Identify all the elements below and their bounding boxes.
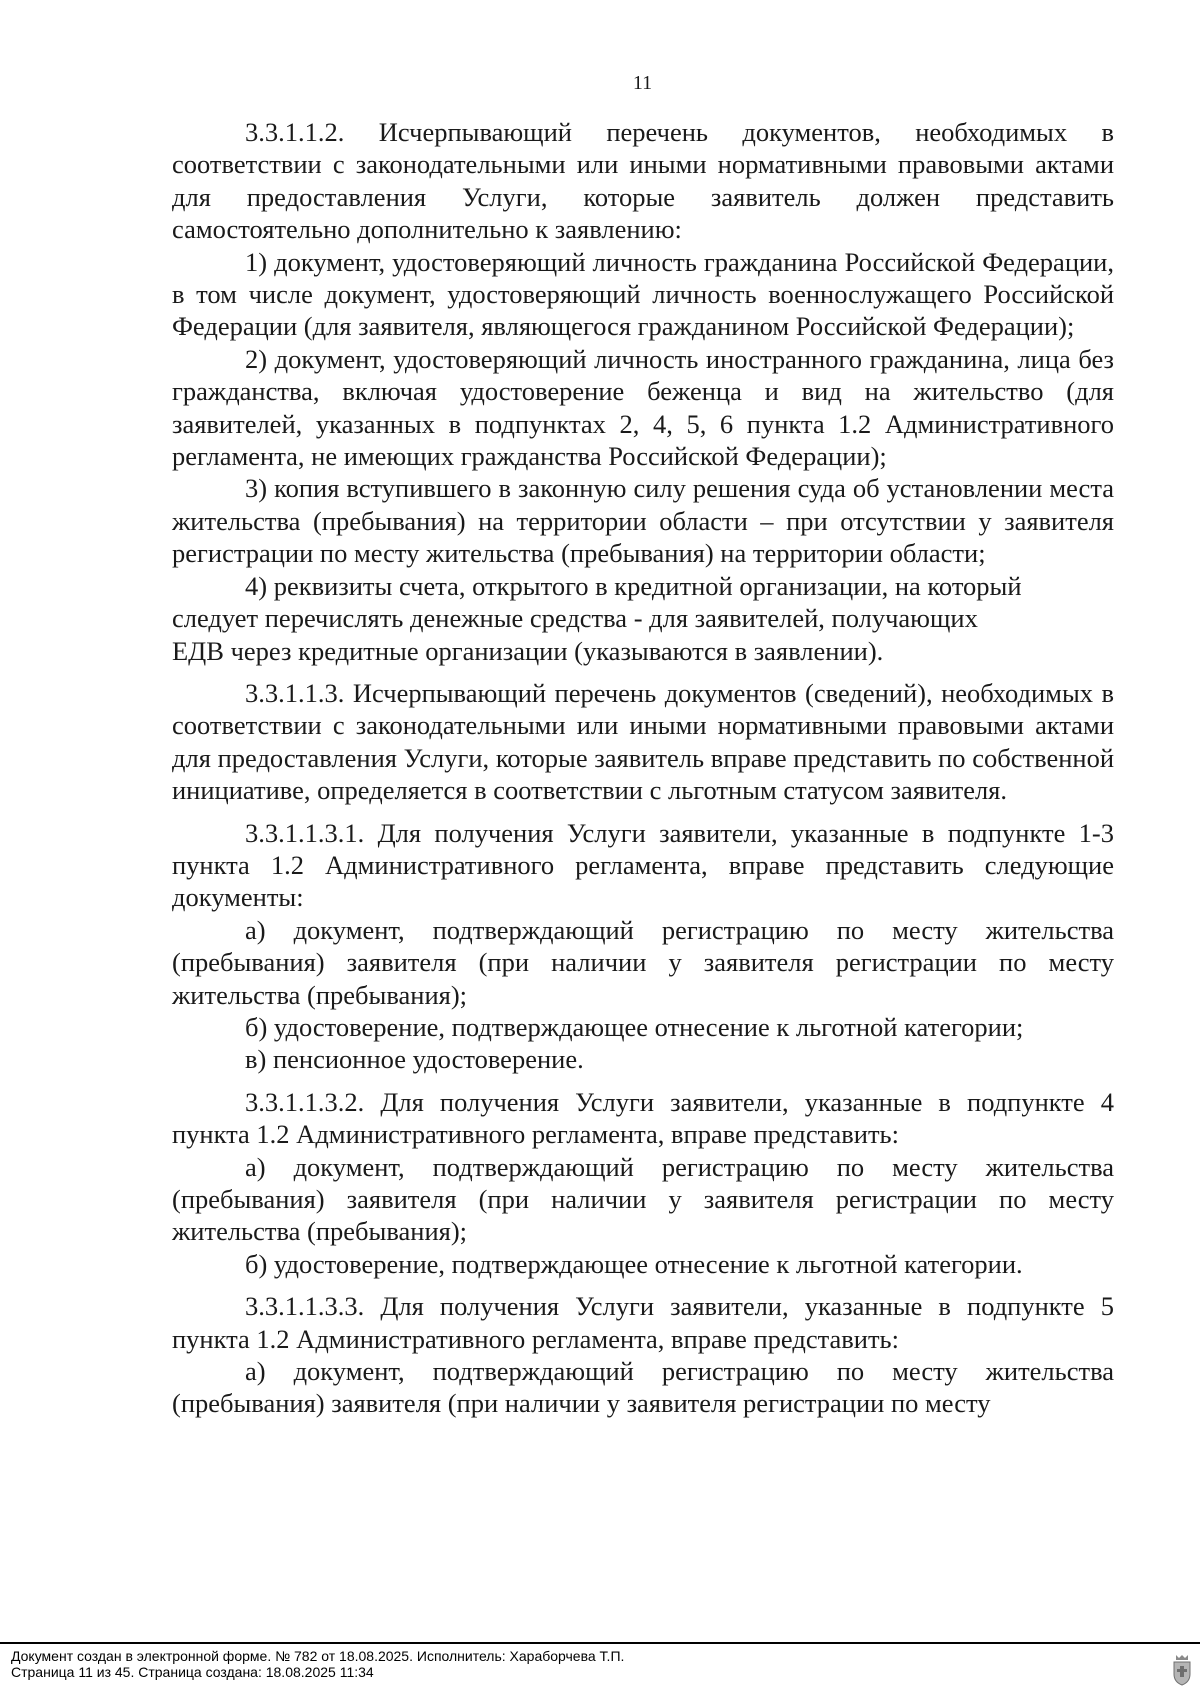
footer-text bbox=[11, 1649, 624, 1680]
paragraph-3-3-1-1-2: 3.3.1.1.2. Исчерпывающий перечень документов, необходимых в соответствии с законодательными или иными нормативными правовыми актами для предоставления Услуги, которые заявитель должен представить самостоятельно дополнительно к заявлению: bbox=[172, 117, 1114, 245]
paragraph-3-3-1-1-3: 3.3.1.1.3. Исчерпывающий перечень документов (сведений), необходимых в соответствии с законодательными или иными нормативными правовыми актами для предоставления Услуги, которые заявитель вправе представить по собственной инициативе, определяется в соответствии с льготным статусом заявителя. bbox=[172, 677, 1114, 806]
list-item-a: а) документ, подтверждающий регистрацию по месту жительства (пребывания) заявителя (при наличии у заявителя регистрации по месту bbox=[172, 1356, 1114, 1419]
coat-of-arms-icon bbox=[1172, 1654, 1192, 1686]
list-item-4: 4) реквизиты счета, открытого в кредитной организации, на который следует перечислять денежные средства - для заявителей, получающих bbox=[172, 570, 1022, 634]
page-number: 11 bbox=[632, 72, 653, 94]
list-item-1: 1) документ, удостоверяющий личность гражданина Российской Федерации, в том числе документ, удостоверяющий личность военнослужащего Российской Федерации (для заявителя, являющегося гражданином Российской Федерации); bbox=[172, 246, 1114, 342]
paragraph-3-3-1-1-3-3: 3.3.1.1.3.3. Для получения Услуги заявители, указанные в подпункте 5 пункта 1.2 Административного регламента, вправе представить: bbox=[172, 1291, 1114, 1354]
document-footer bbox=[0, 1642, 1200, 1680]
list-item-2: 2) документ, удостоверяющий личность иностранного гражданина, лица без гражданства, включая удостоверение беженца и вид на жительство (для заявителей, указанных в подпунктах 2, 4, 5, 6 пункта 1.2 Административного регламента, не имеющих гражданства Российской Федерации); bbox=[172, 343, 1114, 472]
list-item-b: б) удостоверение, подтверждающее отнесение к льготной категории. bbox=[245, 1248, 1023, 1279]
paragraph-3-3-1-1-3-1: 3.3.1.1.3.1. Для получения Услуги заявители, указанные в подпункте 1-3 пункта 1.2 Административного регламента, вправе представить следующие документы: bbox=[172, 817, 1114, 913]
document-body bbox=[172, 116, 1114, 1420]
list-item-b: б) удостоверение, подтверждающее отнесение к льготной категории; bbox=[245, 1011, 1024, 1042]
paragraph-3-3-1-1-3-2: 3.3.1.1.3.2. Для получения Услуги заявители, указанные в подпункте 4 пункта 1.2 Административного регламента, вправе представить: bbox=[172, 1086, 1114, 1150]
footer-document-info: Документ создан в электронной форме. № 782 от 18.08.2025. Исполнитель: Хараборчева Т.П. bbox=[11, 1648, 625, 1664]
list-item-a: а) документ, подтверждающий регистрацию по месту жительства (пребывания) заявителя (при наличии у заявителя регистрации по месту жительства (пребывания); bbox=[172, 1151, 1114, 1247]
list-item-v: в) пенсионное удостоверение. bbox=[245, 1044, 584, 1075]
list-item-4-continuation: ЕДВ через кредитные организации (указываются в заявлении). bbox=[172, 635, 884, 666]
list-item-3: 3) копия вступившего в законную силу решения суда об установлении места жительства (пребывания) на территории области – при отсутствии у заявителя регистрации по месту жительства (пребывания) на территории области; bbox=[172, 473, 1114, 569]
list-item-a: а) документ, подтверждающий регистрацию по месту жительства (пребывания) заявителя (при наличии у заявителя регистрации по месту жительства (пребывания); bbox=[172, 914, 1114, 1010]
footer-page-info: Страница 11 из 45. Страница создана: 18.08.2025 11:34 bbox=[11, 1663, 374, 1680]
